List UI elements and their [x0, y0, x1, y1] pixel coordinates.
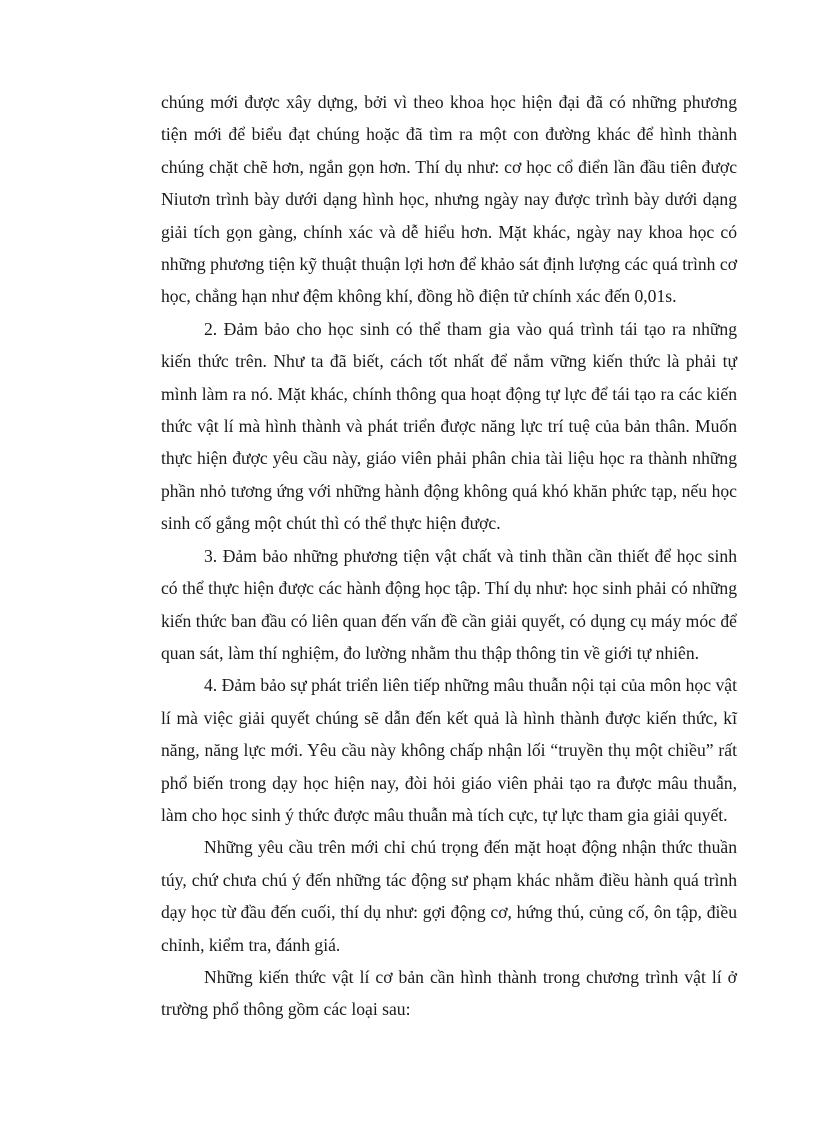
paragraph-requirement-3: 3. Đảm bảo những phương tiện vật chất và tinh thần cần thiết để học sinh có thể thực hiện được các hành động học tập. Thí dụ như: học sinh phải có những kiến thức ban đầu có liên quan đến vấn đề cần giải quyết, có dụng cụ máy móc để quan sát, làm thí nghiệm, đo lường nhằm thu thập thông tin về giới tự nhiên. [161, 545, 737, 663]
paragraph-summary: Những yêu cầu trên mới chỉ chú trọng đến mặt hoạt động nhận thức thuần túy, chứ chưa chú ý đến những tác động sư phạm khác nhằm điều hành quá trình dạy học từ đầu đến cuối, thí dụ như: gợi động cơ, hứng thú, củng cố, ôn tập, điều chỉnh, kiểm tra, đánh giá. [161, 837, 737, 955]
paragraph-requirement-4: 4. Đảm bảo sự phát triển liên tiếp những mâu thuẫn nội tại của môn học vật lí mà việc giải quyết chúng sẽ dẫn đến kết quả là hình thành được kiến thức, kĩ năng, năng lực mới. Yêu cầu này không chấp nhận lối “truyền thụ một chiều” rất phổ biến trong dạy học hiện nay, đòi hỏi giáo viên phải tạo ra được mâu thuẫn, làm cho học sinh ý thức được mâu thuẫn mà tích cực, tự lực tham gia giải quyết. [161, 675, 737, 825]
document-body [161, 86, 737, 1026]
paragraph-continuation: chúng mới được xây dựng, bởi vì theo khoa học hiện đại đã có những phương tiện mới để biểu đạt chúng hoặc đã tìm ra một con đường khác để hình thành chúng chặt chẽ hơn, ngắn gọn hơn. Thí dụ như: cơ học cổ điển lần đầu tiên được Niutơn trình bày dưới dạng hình học, nhưng ngày nay được trình bày dưới dạng giải tích gọn gàng, chính xác và dễ hiểu hơn. Mặt khác, ngày nay khoa học có những phương tiện kỹ thuật thuận lợi hơn để khảo sát định lượng các quá trình cơ học, chẳng hạn như đệm không khí, đồng hồ điện tử chính xác đến 0,01s. [161, 92, 737, 307]
paragraph-knowledge-types: Những kiến thức vật lí cơ bản cần hình thành trong chương trình vật lí ở trường phổ thông gồm các loại sau: [161, 966, 737, 1020]
paragraph-requirement-2: 2. Đảm bảo cho học sinh có thể tham gia vào quá trình tái tạo ra những kiến thức trên. Như ta đã biết, cách tốt nhất để nắm vững kiến thức là phải tự mình làm ra nó. Mặt khác, chính thông qua hoạt động tự lực để tái tạo ra các kiến thức vật lí mà hình thành và phát triển được năng lực trí tuệ của bản thân. Muốn thực hiện được yêu cầu này, giáo viên phải phân chia tài liệu học ra thành những phần nhỏ tương ứng với những hành động không quá khó khăn phức tạp, nếu học sinh cố gắng một chút thì có thể thực hiện được. [161, 318, 737, 534]
